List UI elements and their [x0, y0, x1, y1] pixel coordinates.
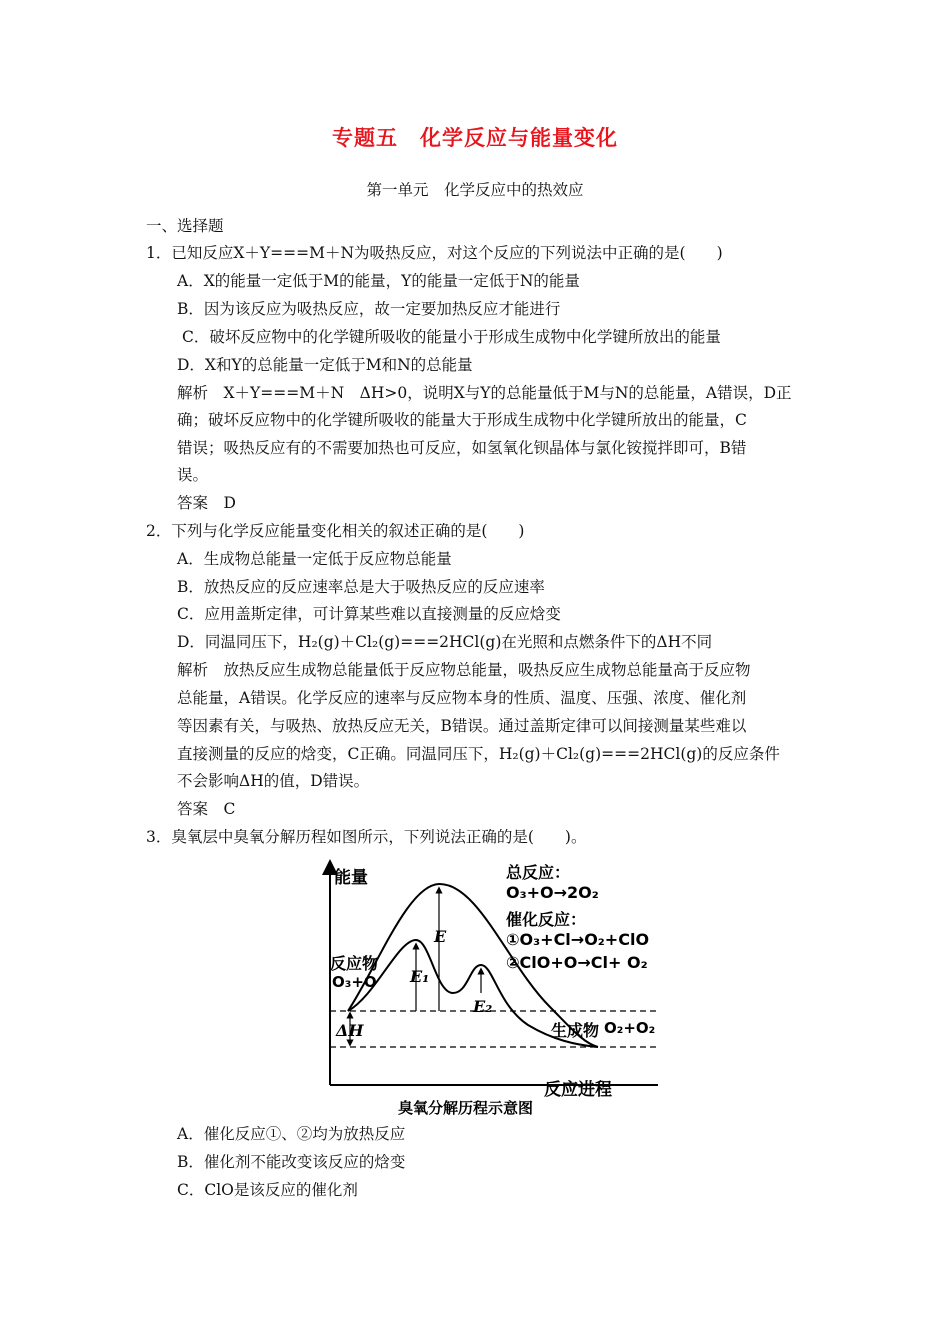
reactant-label: 反应物 [330, 954, 379, 973]
q1-option-b: B．因为该反应为吸热反应，故一定要加热反应才能进行 [177, 300, 561, 318]
q1-explanation-line3: 错误；吸热反应有的不需要加热也可反应，如氢氧化钡晶体与氯化铵搅拌即可，B错 [177, 439, 747, 457]
total-reaction-label: 总反应： [506, 863, 571, 882]
q3-option-a: A．催化反应①、②均为放热反应 [177, 1125, 406, 1143]
page-title: 专题五 化学反应与能量变化 [332, 125, 618, 150]
q2-explanation-line4: 直接测量的反应的焓变，C正确。同温同压下，H₂(g)＋Cl₂(g)===2HCl(g)的反应条件 [177, 745, 780, 763]
reactant-formula: O₃+O [332, 973, 377, 991]
delta-h-label: ΔH [336, 1021, 364, 1040]
product-formula: O₂+O₂ [604, 1019, 656, 1037]
e1-label: E₁ [410, 967, 430, 986]
q2-explanation-line3: 等因素有关，与吸热、放热反应无关，B错误。通过盖斯定律可以间接测量某些难以 [177, 717, 747, 735]
q2-option-b: B．放热反应的反应速率总是大于吸热反应的反应速率 [177, 578, 545, 596]
e2-label: E₂ [473, 997, 493, 1016]
q1-answer: 答案 D [177, 494, 236, 512]
q2-answer: 答案 C [177, 800, 236, 818]
catalytic-reaction-2: ②ClO+O→Cl+ O₂ [506, 953, 648, 972]
section-heading: 一、选择题 [146, 217, 224, 235]
q1-option-a: A．X的能量一定低于M的能量，Y的能量一定低于N的能量 [177, 272, 580, 290]
q3-stem: 3．臭氧层中臭氧分解历程如图所示，下列说法正确的是( )。 [146, 828, 587, 846]
unit-subtitle: 第一单元 化学反应中的热效应 [366, 181, 584, 199]
q3-option-b: B．催化剂不能改变该反应的焓变 [177, 1153, 406, 1171]
q1-option-d: D．X和Y的总能量一定低于M和N的总能量 [177, 356, 473, 374]
q2-explanation-line2: 总能量，A错误。化学反应的速率与反应物本身的性质、温度、压强、浓度、催化剂 [177, 689, 747, 707]
catalytic-reaction-1: ①O₃+Cl→O₂+ClO [506, 930, 650, 949]
x-axis-label: 反应进程 [544, 1080, 612, 1100]
q1-explanation-line2: 确；破坏反应物中的化学键所吸收的能量大于形成生成物中化学键所放出的能量，C [177, 411, 747, 429]
q1-explanation-line1: 解析 X＋Y===M＋N ΔH>0，说明X与Y的总能量低于M与N的总能量，A错误，D正 [177, 384, 792, 402]
y-axis-label: 能量 [334, 868, 368, 888]
q2-option-d: D．同温同压下，H₂(g)＋Cl₂(g)===2HCl(g)在光照和点燃条件下的ΔH不同 [177, 633, 713, 651]
ozone-energy-diagram [318, 855, 688, 1120]
q1-option-c: C．破坏反应物中的化学键所吸收的能量小于形成生成物中化学键所放出的能量 [182, 328, 721, 346]
catalytic-reaction-label: 催化反应： [506, 910, 587, 929]
q2-explanation-line5: 不会影响ΔH的值，D错误。 [177, 772, 370, 790]
e-label: E [434, 927, 447, 946]
total-reaction-equation: O₃+O→2O₂ [506, 883, 599, 902]
product-label: 生成物 [551, 1021, 600, 1040]
q2-option-c: C．应用盖斯定律，可计算某些难以直接测量的反应焓变 [177, 605, 561, 623]
q2-option-a: A．生成物总能量一定低于反应物总能量 [177, 550, 452, 568]
q3-option-c: C．ClO是该反应的催化剂 [177, 1181, 358, 1199]
q1-stem: 1．已知反应X＋Y===M＋N为吸热反应，对这个反应的下列说法中正确的是( ) [146, 244, 723, 262]
q2-stem: 2．下列与化学反应能量变化相关的叙述正确的是( ) [146, 522, 525, 540]
q1-explanation-line4: 误。 [177, 466, 209, 484]
q2-explanation-line1: 解析 放热反应生成物总能量低于反应物总能量，吸热反应生成物总能量高于反应物 [177, 661, 751, 679]
figure-caption: 臭氧分解历程示意图 [398, 1099, 534, 1117]
